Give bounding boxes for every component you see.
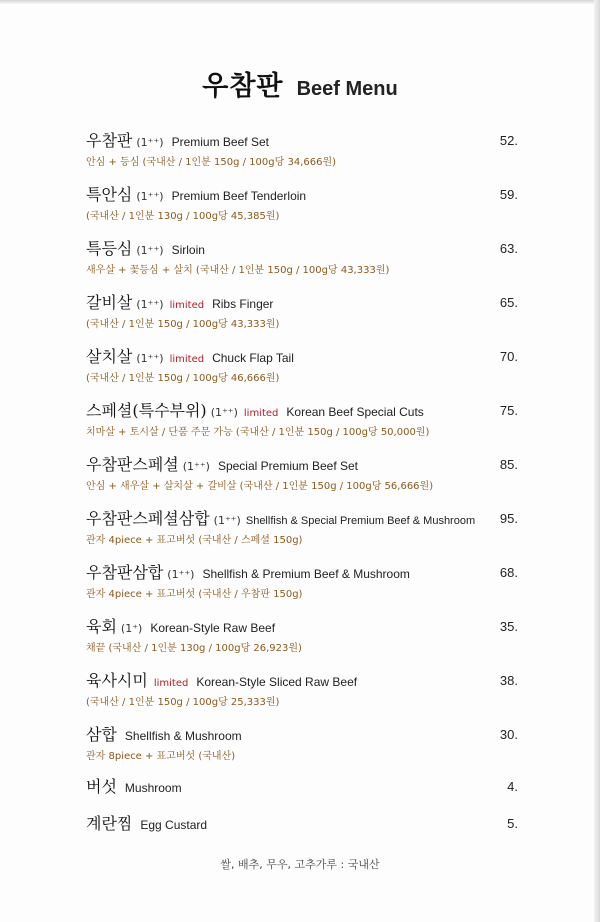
- item-detail: (국내산 / 1인분 150g / 100g당 25,333원): [86, 697, 280, 708]
- page-edge-top: [0, 0, 600, 4]
- item-name-ko: 버섯: [86, 777, 117, 796]
- item-name-en: Premium Beef Tenderloin: [171, 189, 307, 203]
- item-name-ko: 삼합: [86, 725, 117, 744]
- menu-item-special-cuts: [86, 398, 518, 452]
- item-price: 52.: [499, 133, 518, 148]
- menu-item-special-set: [86, 452, 518, 506]
- menu-list: [86, 128, 518, 841]
- item-price: 30.: [499, 727, 518, 742]
- item-grade: (1⁺⁺): [136, 136, 164, 149]
- title-korean: 우참판: [202, 71, 284, 102]
- limited-badge: limited: [153, 678, 189, 689]
- item-name-en: Chuck Flap Tail: [212, 351, 294, 365]
- item-detail: 관자 8piece + 표고버섯 (국내산): [86, 751, 236, 762]
- item-name-ko: 우참판스페셜: [86, 455, 179, 474]
- item-grade: (1⁺⁺): [136, 298, 164, 311]
- menu-item-ribs-finger: [86, 290, 518, 344]
- item-grade: (1⁺⁺): [136, 244, 164, 257]
- item-name-ko: 특등심: [86, 239, 133, 258]
- page-title: [0, 64, 600, 103]
- title-english: Beef Menu: [296, 78, 398, 100]
- item-detail: (국내산 / 1인분 130g / 100g당 45,385원): [86, 211, 280, 222]
- item-grade: (1⁺⁺): [213, 514, 241, 527]
- item-name-en: Mushroom: [124, 781, 182, 795]
- item-name-en: Shellfish & Mushroom: [124, 729, 242, 743]
- item-price: 68.: [499, 565, 518, 580]
- item-name-ko: 우참판: [86, 131, 133, 150]
- item-detail: 채끝 (국내산 / 1인분 130g / 100g당 26,923원): [86, 643, 302, 654]
- menu-item-samhap: [86, 722, 518, 774]
- item-price: 85.: [499, 457, 518, 472]
- item-name-ko: 계란찜: [86, 814, 133, 833]
- item-name-ko: 육사시미: [86, 671, 148, 690]
- item-price: 35.: [499, 619, 518, 634]
- item-detail: 관자 4piece + 표고버섯 (국내산 / 스페셜 150g): [86, 535, 303, 546]
- item-name-en: Special Premium Beef Set: [217, 459, 359, 473]
- item-price: 4.: [507, 779, 518, 794]
- item-price: 5.: [507, 816, 518, 831]
- item-name-ko: 육회: [86, 617, 117, 636]
- item-name-ko: 살치살: [86, 347, 133, 366]
- item-name-en: Ribs Finger: [212, 297, 274, 311]
- item-name-en: Korean Beef Special Cuts: [286, 405, 424, 419]
- item-price: 70.: [499, 349, 518, 364]
- item-price: 59.: [499, 187, 518, 202]
- item-price: 38.: [499, 673, 518, 688]
- item-grade: (1⁺⁺): [182, 460, 210, 473]
- item-name-ko: 우참판삼합: [86, 563, 164, 582]
- item-name-ko: 스페셜(특수부위): [86, 401, 207, 420]
- menu-item-chuck-flap: [86, 344, 518, 398]
- item-price: 75.: [499, 403, 518, 418]
- item-name-en: Egg Custard: [140, 818, 208, 832]
- item-grade: (1⁺⁺): [136, 190, 164, 203]
- item-detail: (국내산 / 1인분 150g / 100g당 43,333원): [86, 319, 280, 330]
- limited-badge: limited: [169, 300, 205, 311]
- item-grade: (1⁺⁺): [167, 568, 195, 581]
- menu-item-tenderloin: [86, 182, 518, 236]
- item-name-en: Korean-Style Sliced Raw Beef: [196, 675, 358, 689]
- menu-item-samhap-premium: [86, 560, 518, 614]
- item-name-en: Korean-Style Raw Beef: [150, 621, 276, 635]
- origin-note: 쌀, 배추, 무우, 고추가루 : 국내산: [220, 858, 380, 871]
- limited-badge: limited: [169, 354, 205, 365]
- item-price: 95.: [499, 511, 518, 526]
- menu-item-yukhoe: [86, 614, 518, 668]
- item-detail: (국내산 / 1인분 150g / 100g당 46,666원): [86, 373, 280, 384]
- item-name-ko: 특안심: [86, 185, 133, 204]
- menu-item-mushroom: [86, 774, 518, 811]
- item-detail: 관자 4piece + 표고버섯 (국내산 / 우참판 150g): [86, 589, 303, 600]
- item-name-en: Premium Beef Set: [171, 135, 269, 149]
- item-detail: 안심 + 새우살 + 살치살 + 갈비살 (국내산 / 1인분 150g / 100g당 56,666원): [86, 481, 434, 492]
- menu-item-yuk-sashimi: [86, 668, 518, 722]
- item-detail: 치마살 + 토시살 / 단품 주문 가능 (국내산 / 1인분 150g / 100g당 50,000원): [86, 427, 430, 438]
- menu-item-sirloin: [86, 236, 518, 290]
- item-name-en: Shellfish & Premium Beef & Mushroom: [202, 567, 410, 581]
- item-price: 63.: [499, 241, 518, 256]
- menu-item-special-samhap: [86, 506, 518, 560]
- item-name-en: Shellfish & Special Premium Beef & Mushroom: [245, 515, 476, 527]
- page-edge-right: [594, 0, 600, 922]
- item-grade: (1⁺): [120, 622, 143, 635]
- item-name-ko: 우참판스페셜삼합: [86, 509, 210, 528]
- item-detail: 새우살 + 꽃등심 + 살치 (국내산 / 1인분 150g / 100g당 43,333원): [86, 265, 390, 276]
- item-grade: (1⁺⁺): [136, 352, 164, 365]
- item-detail: 안심 + 등심 (국내산 / 1인분 150g / 100g당 34,666원): [86, 157, 337, 168]
- limited-badge: limited: [243, 408, 279, 419]
- menu-item-woochampan: [86, 128, 518, 182]
- item-grade: (1⁺⁺): [210, 406, 238, 419]
- item-name-en: Sirloin: [171, 243, 205, 257]
- item-price: 65.: [499, 295, 518, 310]
- item-name-ko: 갈비살: [86, 293, 133, 312]
- menu-item-egg-custard: [86, 811, 518, 841]
